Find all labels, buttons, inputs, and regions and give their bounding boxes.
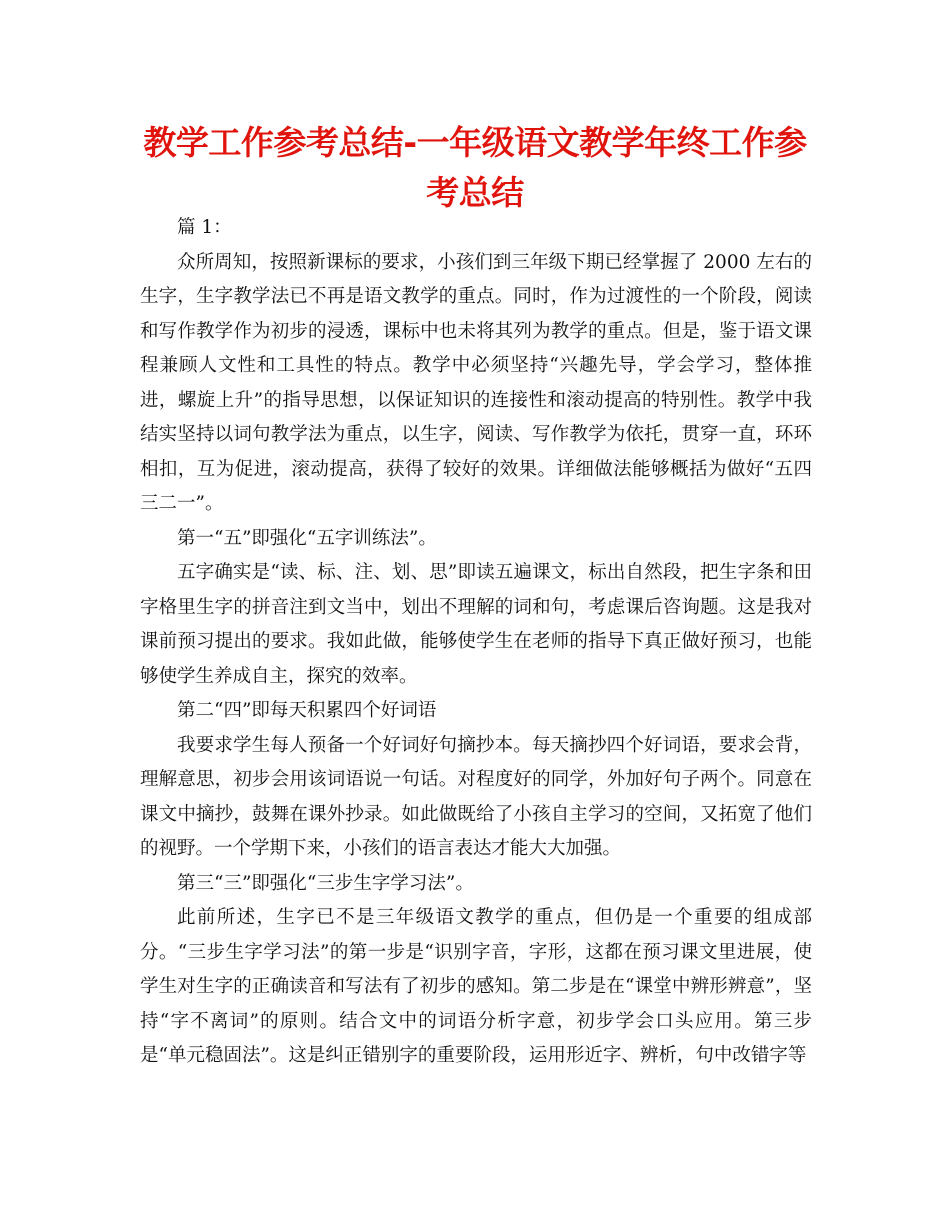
body-paragraph: 众所周知，按照新课标的要求，小孩们到三年级下期已经掌握了 2000 左右的生字，生字教学法已不再是语文教学的重点。同时，作为过渡性的一个阶段，阅读和写作教学作为初步的浸透，课标中也未将其列为教学的重点。但是，鉴于语文课程兼顾人文性和工具性的特点。教学中必须坚持“兴趣先导，学会学习，整体推进，螺旋上升”的指导思想，以保证知识的连接性和滚动提高的特别性。教学中我结实坚持以词句教学法为重点，以生字，阅读、写作教学为依托，贯穿一直，环环相扣，互为促进，滚动提高，获得了较好的效果。详细做法能够概括为做好“五四三二一”。 [140, 251, 812, 514]
body-paragraph: 五字确实是“读、标、注、划、思”即读五遍课文，标出自然段，把生字条和田字格里生字的拼音注到文当中，划出不理解的词和句，考虑课后咨询题。这是我对课前预习提出的要求。我如此做，能够使学生在老师的指导下真正做好预习，也能够使学生养成自主，探究的效率。 [140, 562, 812, 687]
body-paragraph: 我要求学生每人预备一个好词好句摘抄本。每天摘抄四个好词语，要求会背，理解意思，初步会用该词语说一句话。对程度好的同学，外加好句子两个。同意在课文中摘抄，鼓舞在课外抄录。如此做既给了小孩自主学习的空间，又拓宽了他们的视野。一个学期下来，小孩们的语言表达才能大大加强。 [140, 734, 812, 859]
section-heading: 第二“四”即每天积累四个好词语 [177, 700, 437, 721]
body-paragraph: 此前所述，生字已不是三年级语文教学的重点，但仍是一个重要的组成部分。“三步生字学习法”的第一步是“识别字音，字形，这都在预习课文里进展，使学生对生字的正确读音和写法有了初步的感知。第二步是在“课堂中辨形辨意”，坚持“字不离词”的原则。结合文中的词语分析字意，初步学会口头应用。第三步是“单元稳固法”。这是纠正错别字的重要阶段，运用形近字、辨析，句中改错字等 [140, 907, 812, 1066]
section-heading: 第三“三”即强化“三步生字学习法”。 [177, 872, 474, 894]
section-label: 篇 1： [177, 217, 232, 238]
document-body [140, 211, 812, 1074]
document-title: 教学工作参考总结-一年级语文教学年终工作参考总结 [143, 123, 807, 212]
section-heading: 第一“五”即强化“五字训练法”。 [177, 527, 437, 549]
